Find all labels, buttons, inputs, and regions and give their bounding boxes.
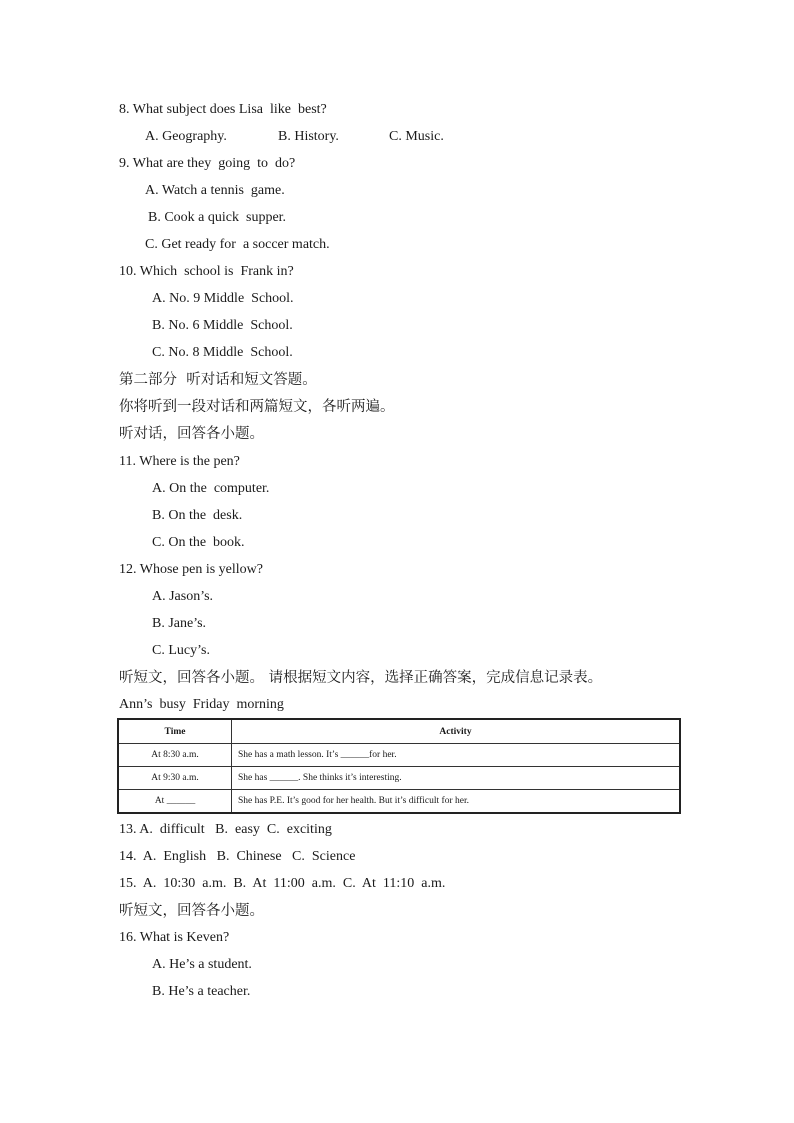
question-16-option-b: B. He’s a teacher. [152,984,251,999]
table-cell-activity: She has P.E. It’s good for her health. But it’s difficult for her. [232,790,681,814]
table-row [118,767,680,790]
dialogue-intro: 听对话，回答各小题。 [119,426,264,442]
table-cell-time: At ______ [118,790,232,814]
question-8-option-b: B. History. [278,129,339,144]
question-12-option-a: A. Jason’s. [152,589,214,604]
question-8-option-c: C. Music. [389,129,444,144]
question-10-option-c: C. No. 8 Middle School. [152,345,293,360]
question-13: 13. A. difficult B. easy C. exciting [119,822,332,837]
table-row [118,790,680,814]
question-8-option-a: A. Geography. [145,129,227,144]
part-2-instruction: 你将听到一段对话和两篇短文，各听两遍。 [119,399,395,415]
part-2-heading: 第二部分 听对话和短文答题。 [119,372,317,388]
question-11-option-a: A. On the computer. [152,481,270,496]
question-12-option-c: C. Lucy’s. [152,643,210,658]
table-header-time: Time [118,719,232,744]
table-cell-time: At 8:30 a.m. [118,744,232,767]
passage-2-intro: 听短文，回答各小题。 [119,903,264,919]
question-11-option-b: B. On the desk. [152,508,243,523]
question-11-stem: 11. Where is the pen? [119,454,240,469]
question-10-option-a: A. No. 9 Middle School. [152,291,294,306]
info-record-table [117,718,681,814]
question-9-option-a: A. Watch a tennis game. [145,183,285,198]
question-11-option-c: C. On the book. [152,535,245,550]
question-12-option-b: B. Jane’s. [152,616,207,631]
question-16-stem: 16. What is Keven? [119,930,230,945]
question-8-stem: 8. What subject does Lisa like best? [119,102,327,117]
question-10-stem: 10. Which school is Frank in? [119,264,294,279]
question-15: 15. A. 10:30 a.m. B. At 11:00 a.m. C. At 11:10 a.m. [119,876,446,891]
passage-1-intro: 听短文，回答各小题。 请根据短文内容，选择正确答案，完成信息记录表。 [119,670,603,686]
table-header-activity: Activity [232,719,681,744]
question-9-option-b: B. Cook a quick supper. [148,210,287,225]
table-header-row [118,719,680,744]
question-9-option-c: C. Get ready for a soccer match. [145,237,330,252]
table-cell-activity: She has a math lesson. It’s ______for her. [232,744,681,767]
table-row [118,744,680,767]
question-12-stem: 12. Whose pen is yellow? [119,562,263,577]
question-9-stem: 9. What are they going to do? [119,156,296,171]
question-16-option-a: A. He’s a student. [152,957,252,972]
table-title: Ann’s busy Friday morning [119,697,284,712]
table-cell-activity: She has ______. She thinks it’s interesting. [232,767,681,790]
question-14: 14. A. English B. Chinese C. Science [119,849,356,864]
table-cell-time: At 9:30 a.m. [118,767,232,790]
question-10-option-b: B. No. 6 Middle School. [152,318,293,333]
